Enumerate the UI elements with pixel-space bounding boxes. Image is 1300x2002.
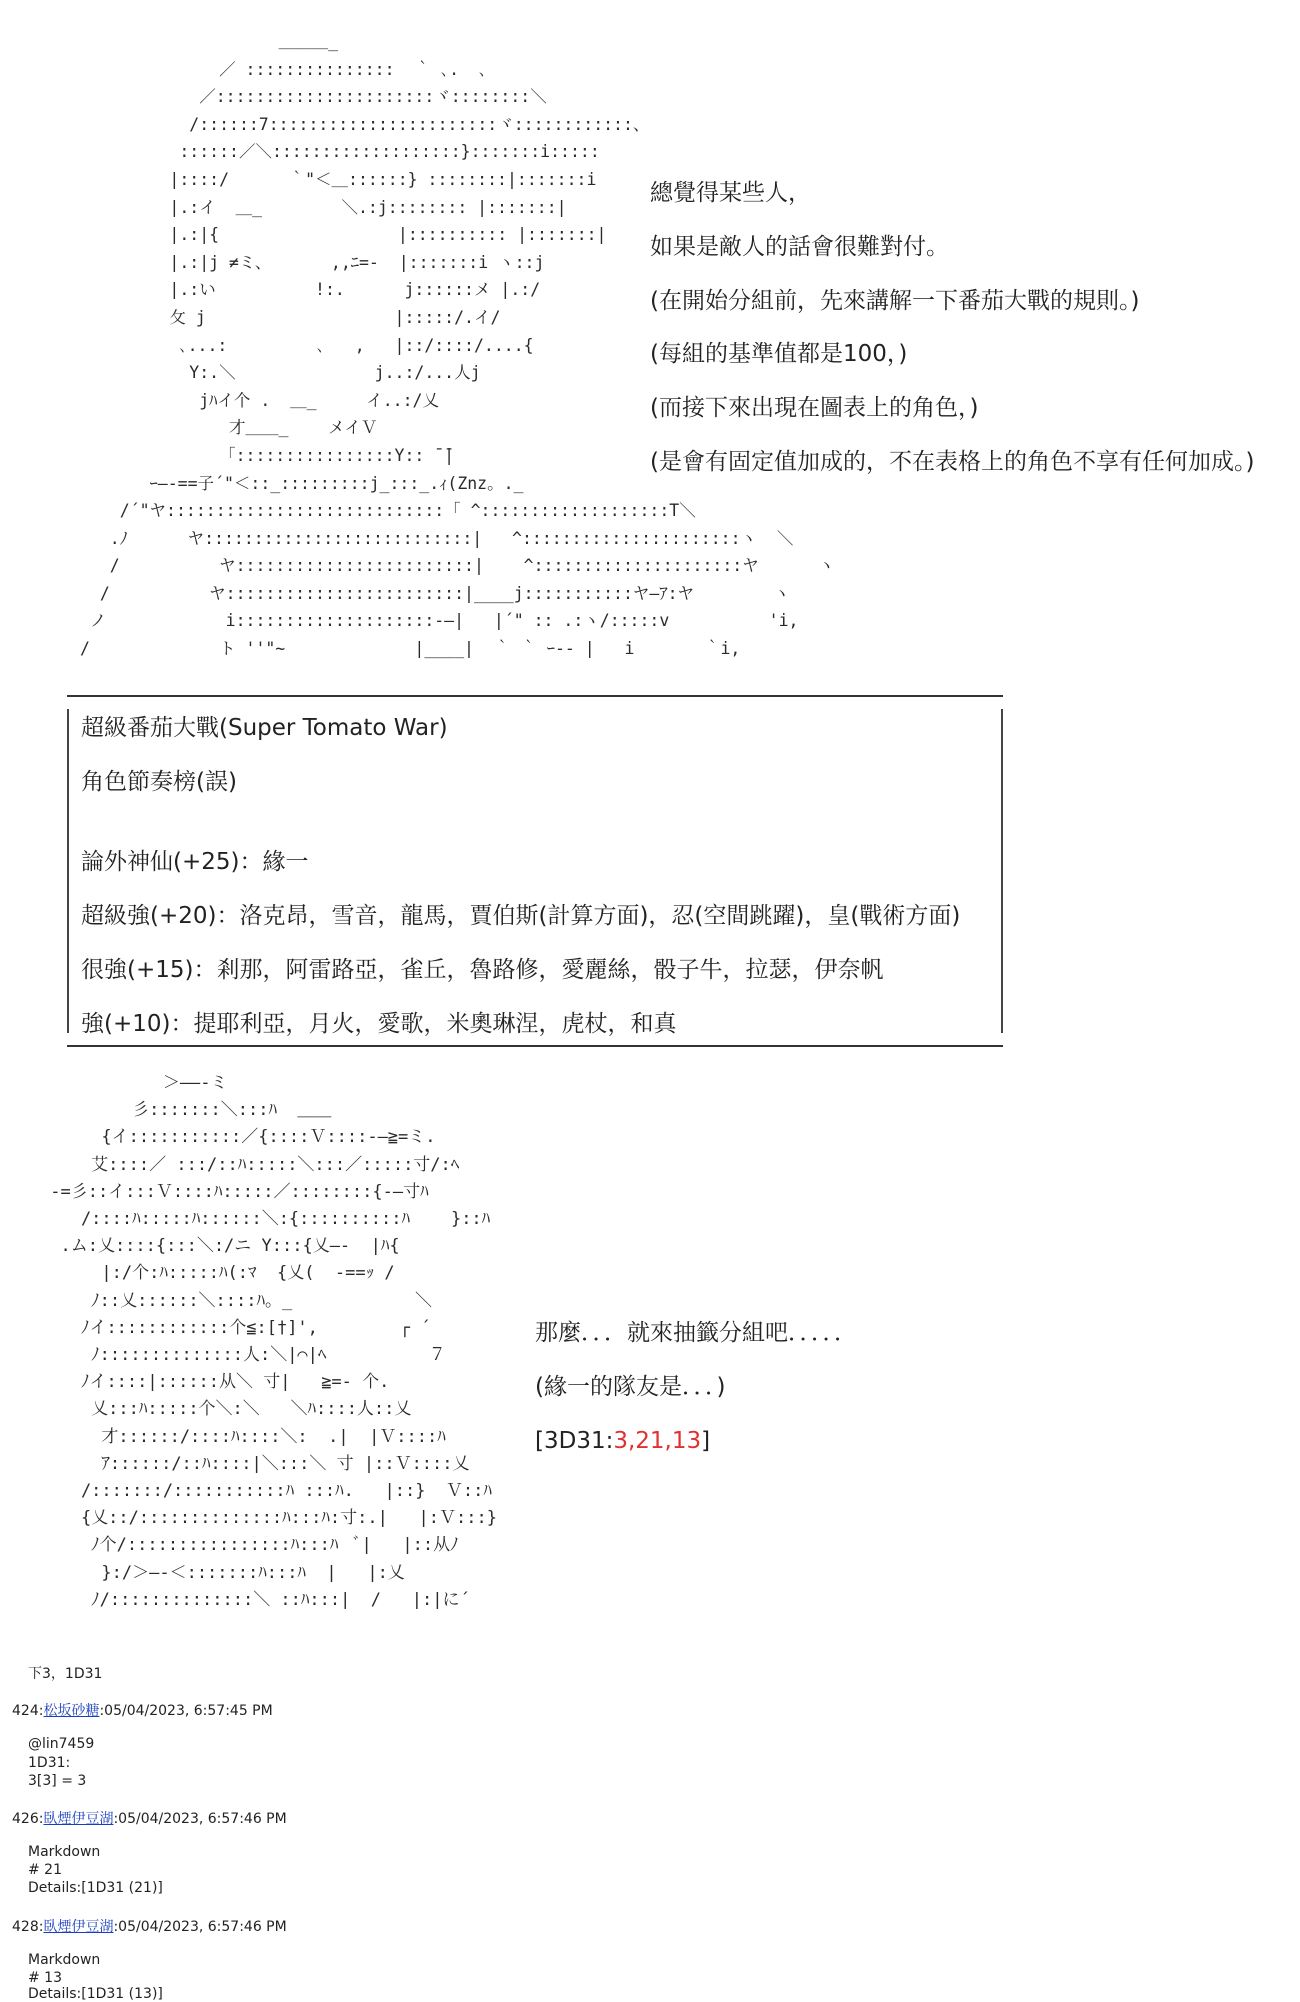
narration-line: (而接下來出現在圖表上的角色，) [650,395,979,422]
ascii-art-character-top: ＿＿＿_ ／ ::::::::::::::: ｀ ､. ､ ／::::::::::::::::::::::ヾ::::::::＼ /::::::7:::::::::::::::::::::::ヾ::::::::::::、 ::::::／＼:::::::::::::::::::}:::::::i::::: |::::/ ｀"＜＿::::::} ::::::::|:::::::i |.:イ ＿_ ＼.:j:::::::: |:::::::| |.:|{ |:::::::::: |:::::::| |.:|j ≠ミ、 ,,ﾆ=- |:::::::i ヽ::j |.:い !:. j::::::メ |.:/ 攵 j |:::::/.イ/ ､...: ､ , |::/::::/....{ Y:.＼ j..:/...人j jﾊイ个 . ＿_ イ..:/乂 才＿＿_ メイＶ 「::::::::::::::::Y:: ̄ ̄| ｰ―‐==子´"＜::_:::::::::j_:::_.ｨ(Znz。._ /´"ヤ::::::::::::::::::::::::::::「 ^:::::::::::::::::::T＼ .ﾉ ヤ:::::::::::::::::::::::::::| ^::::::::::::::::::::::ヽ ＼ / ヤ::::::::::::::::::::::::| ^:::::::::::::::::::::ヤ ヽ / ヤ::::::::::::::::::::::::|____j:::::::::::ヤ―ｱ:ヤ ヽ ノ i::::::::::::::::::::-―| |´" :: .:ヽ/:::::v 'i, / ト ''"~ |____| ｀ ｀ ｰ-- | i ｀i, [80,32,835,659]
narration-line: (是會有固定值加成的，不在表格上的角色不享有任何加成。) [650,448,1255,475]
post-line: Markdown [28,1952,101,1968]
post-number: 424 [12,1703,39,1719]
tier-list-title: 超級番茄大戰(Super Tomato War) [81,715,448,741]
post-line: # 21 [28,1862,62,1878]
post-header: 424:松坂砂糖:05/04/2023, 6:57:45 PM [12,1703,273,1719]
post-header: 426:臥煙伊豆湖:05/04/2023, 6:57:46 PM [12,1811,287,1827]
dice-values: 3,21,13 [613,1428,702,1454]
tier-row: 強(+10)：提耶利亞，月火，愛歌，米奧琳涅，虎杖，和真 [81,1011,677,1037]
narration-line: 總覺得某些人， [650,180,811,206]
ascii-art-character-bottom: ＞――-ミ 彡:::::::＼:::ﾊ ＿＿ {イ:::::::::::／{::::Ｖ::::-―≧=ミ. 艾::::／ :::/::ﾊ:::::＼:::／:::::寸/:ﾍ -=彡::イ:::Ｖ::::ﾊ:::::／::::::::{-―寸ﾊ /::::ﾊ:::::ﾊ::::::＼:{::::::::::ﾊ }::ﾊ .ム:乂::::{:::＼:/ニ Y:::{乂―- |ﾊ{ |:/个:ﾊ:::::ﾊ(:ﾏ {乂( -==ｯ / ﾉ::乂::::::＼::::ﾊ。_ ＼ ﾉイ::::::::::::个≦:[†]', ┌ ´ ﾉ::::::::::::::人:＼|⌒|ﾍ ７ ﾉイ::::|::::::从＼ 寸| ≧=- 个. 乂:::ﾊ:::::个＼:＼ ＼ﾊ::::人::乂 才::::::/::::ﾊ::::＼: .| |Ｖ::::ﾊ ｱ::::::/::ﾊ::::|＼:::＼ 寸 |::Ｖ::::乂 /:::::::/:::::::::::ﾊ :::ﾊ. |::} Ｖ::ﾊ {乂::/::::::::::::::ﾊ:::ﾊ:寸:.| |:Ｖ:::} ﾉ个/::::::::::::::::ﾊ:::ﾊ ﾞ| |::从ﾉ }:/＞―‐＜:::::::ﾊ:::ﾊ | |:乂 ﾉ/::::::::::::::＼ ::ﾊ:::| / |:|に´ [50,1073,497,1610]
dice-close: ] [701,1428,711,1454]
narration-line: (在開始分組前，先來講解一下番茄大戰的規則。) [650,287,1140,314]
post-user-link[interactable]: 松坂砂糖 [43,1703,100,1719]
tier-row: 論外神仙(+25)：緣一 [81,849,309,875]
dice-label: [3D31: [535,1428,614,1454]
post-number: 426 [12,1811,39,1827]
narration-line: (緣一的隊友是．．．) [535,1374,726,1400]
footer-note: 下3，1D31 [28,1666,103,1682]
narration-line: 那麼．．．就來抽籤分組吧．．．．． [535,1320,857,1346]
post-dice-details[interactable]: Details:[1D31 (21)] [28,1880,163,1896]
post-line: Markdown [28,1844,101,1860]
post-time: 05/04/2023, 6:57:46 PM [118,1919,287,1935]
post-user-link[interactable]: 臥煙伊豆湖 [43,1811,114,1827]
post-dice-details[interactable]: Details:[1D31 (13)] [28,1986,163,2002]
tier-row: 超級強(+20)：洛克昂，雪音，龍馬，賈伯斯(計算方面)，忍(空間跳躍)，皇(戰術方面) [81,903,961,929]
tier-list-subtitle: 角色節奏榜(誤) [81,769,237,795]
box-left-border [67,709,69,1033]
tier-list-box [67,695,1003,1047]
narration-line: 如果是敵人的話會很難對付。 [650,233,949,260]
post-time: 05/04/2023, 6:57:45 PM [104,1703,273,1719]
post-time: 05/04/2023, 6:57:46 PM [118,1811,287,1827]
post-header: 428:臥煙伊豆湖:05/04/2023, 6:57:46 PM [12,1919,287,1935]
narration-block-top [650,174,1254,497]
post-user-link[interactable]: 臥煙伊豆湖 [43,1919,114,1935]
narration-block-bottom [535,1314,857,1476]
post-dice-result: 3[3] = 3 [28,1773,87,1789]
narration-line: (每組的基準值都是100，) [650,341,908,368]
post-number: 428 [12,1919,39,1935]
post-line: 1D31: [28,1755,71,1771]
post-line: @lin7459 [28,1736,95,1752]
tier-row: 很強(+15)：剎那，阿雷路亞，雀丘，魯路修，愛麗絲，骰子牛，拉瑟，伊奈帆 [81,957,884,983]
post-line: # 13 [28,1970,62,1986]
dice-result [535,1422,857,1476]
box-right-border [1001,709,1003,1033]
